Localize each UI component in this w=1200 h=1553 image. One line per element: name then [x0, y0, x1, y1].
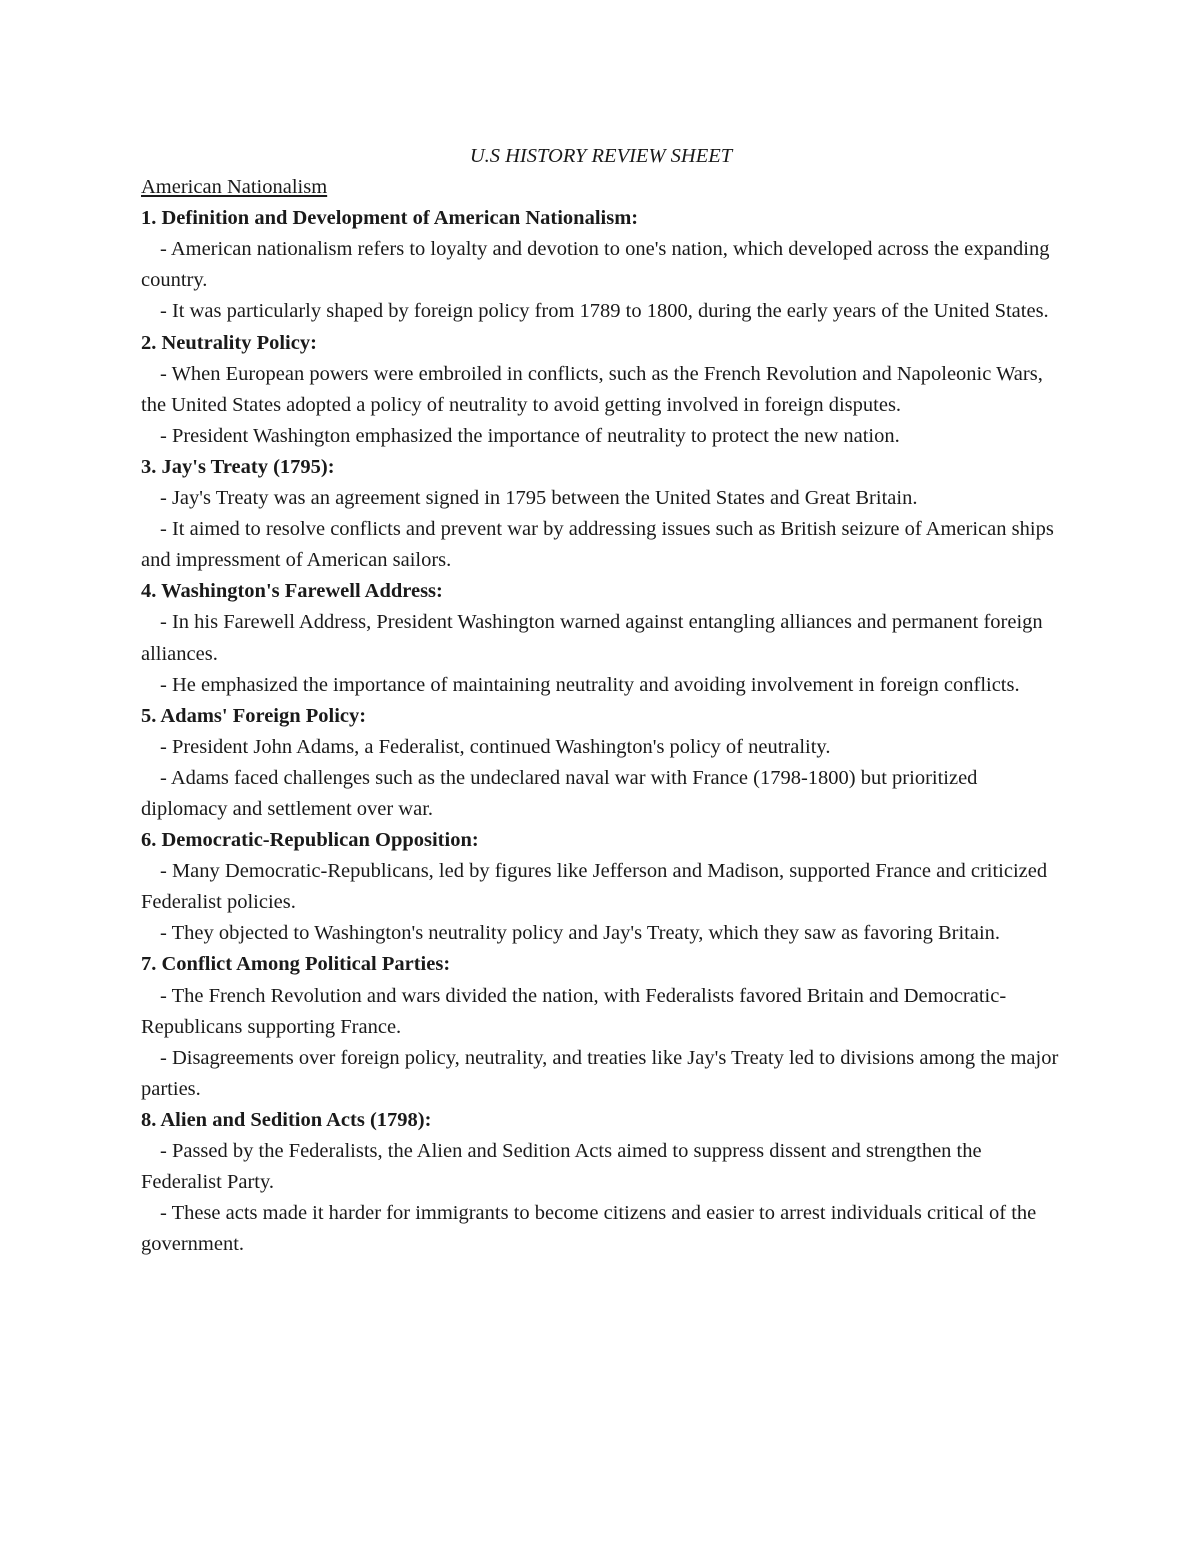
- section-6: [141, 825, 1061, 949]
- section-bullet: - It was particularly shaped by foreign policy from 1789 to 1800, during the early years of the United States.: [160, 300, 1049, 323]
- section-bullet: - President Washington emphasized the importance of neutrality to protect the new nation.: [160, 424, 900, 447]
- section-bullet: - American nationalism refers to loyalty and devotion to one's nation, which developed across the expanding country.: [141, 238, 1050, 292]
- section-bullet: - In his Farewell Address, President Washington warned against entangling alliances and permanent foreign alliances.: [141, 611, 1043, 665]
- document-subtitle: American Nationalism: [141, 176, 328, 199]
- section-heading: 2. Neutrality Policy:: [141, 331, 317, 354]
- section-bullet: - They objected to Washington's neutrality policy and Jay's Treaty, which they saw as favoring Britain.: [160, 922, 1001, 945]
- section-bullet: - President John Adams, a Federalist, continued Washington's policy of neutrality.: [160, 735, 831, 758]
- section-8: [141, 1105, 1061, 1260]
- section-bullet: - These acts made it harder for immigrants to become citizens and easier to arrest individuals critical of the government.: [141, 1202, 1037, 1256]
- section-7: [141, 949, 1061, 1104]
- section-bullet: - Passed by the Federalists, the Alien and Sedition Acts aimed to suppress dissent and strengthen the Federalist Party.: [141, 1140, 982, 1194]
- section-bullet: - It aimed to resolve conflicts and prevent war by addressing issues such as British seizure of American ships and impressment of American sailors.: [141, 518, 1054, 572]
- section-1: [141, 203, 1061, 327]
- document-title: U.S HISTORY REVIEW SHEET: [469, 145, 733, 167]
- section-heading: 8. Alien and Sedition Acts (1798):: [141, 1108, 432, 1131]
- section-heading: 4. Washington's Farewell Address:: [141, 580, 443, 603]
- section-3: [141, 452, 1061, 576]
- section-2: [141, 328, 1061, 452]
- section-bullet: - He emphasized the importance of maintaining neutrality and avoiding involvement in foreign conflicts.: [160, 673, 1020, 696]
- section-bullet: - Adams faced challenges such as the undeclared naval war with France (1798-1800) but prioritized diplomacy and settlement over war.: [141, 766, 978, 820]
- section-bullet: - The French Revolution and wars divided the nation, with Federalists favored Britain and Democratic-Republicans supporting France.: [141, 984, 1007, 1038]
- section-heading: 7. Conflict Among Political Parties:: [141, 953, 451, 976]
- section-bullet: - Disagreements over foreign policy, neutrality, and treaties like Jay's Treaty led to divisions among the major parties.: [141, 1046, 1059, 1100]
- section-heading: 5. Adams' Foreign Policy:: [141, 704, 367, 727]
- section-bullet: - Many Democratic-Republicans, led by figures like Jefferson and Madison, supported France and criticized Federalist policies.: [141, 860, 1048, 914]
- section-5: [141, 701, 1061, 825]
- section-4: [141, 576, 1061, 700]
- document-body: [141, 141, 1061, 1260]
- section-bullet: - When European powers were embroiled in conflicts, such as the French Revolution and Napoleonic Wars, the United States adopted a policy of neutrality to avoid getting involved in foreign disputes.: [141, 362, 1043, 416]
- section-heading: 3. Jay's Treaty (1795):: [141, 455, 335, 478]
- section-heading: 1. Definition and Development of American Nationalism:: [141, 207, 639, 230]
- section-heading: 6. Democratic-Republican Opposition:: [141, 829, 479, 852]
- section-bullet: - Jay's Treaty was an agreement signed in 1795 between the United States and Great Britain.: [160, 487, 918, 510]
